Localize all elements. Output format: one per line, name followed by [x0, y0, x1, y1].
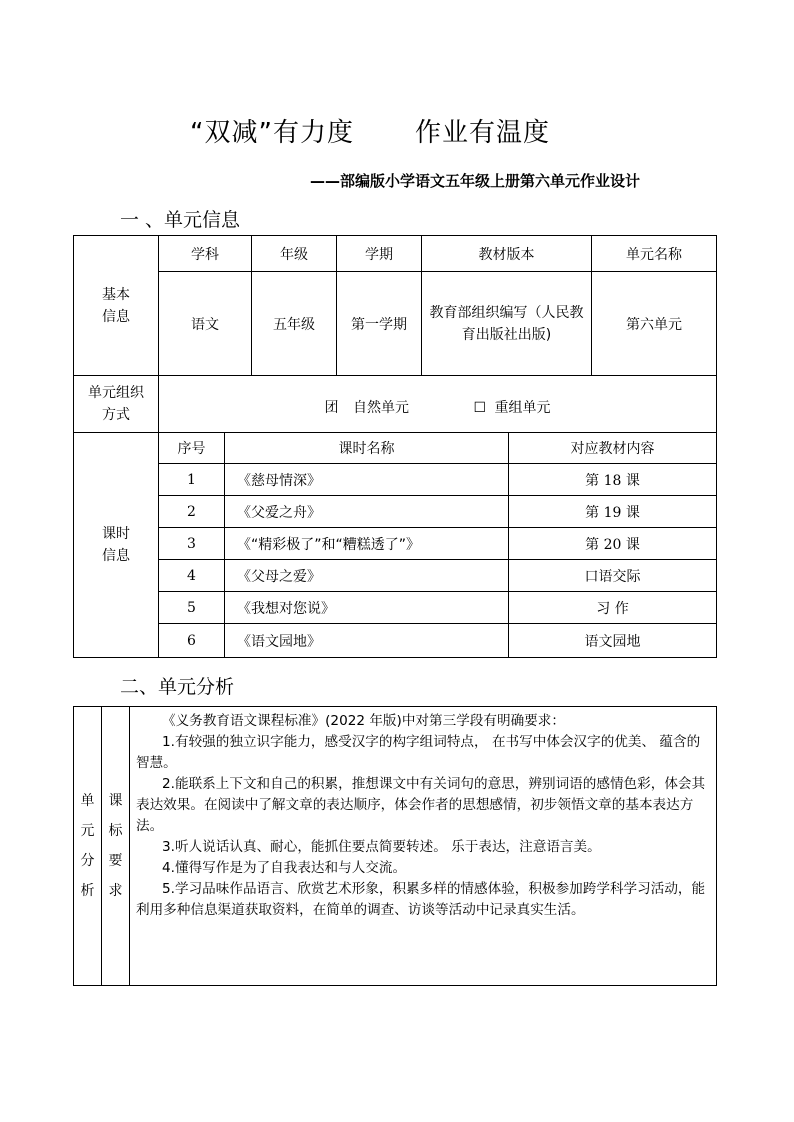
lesson-no: 5 [159, 592, 225, 624]
table-row [74, 464, 717, 496]
lesson-name: 《慈母情深》 [225, 464, 509, 496]
table-row [74, 592, 717, 624]
table-row [74, 528, 717, 560]
table-row [74, 560, 717, 592]
title-part-2: 作业有温度 [415, 118, 551, 148]
header-unit-name: 单元名称 [592, 236, 717, 272]
lesson-no: 2 [159, 496, 225, 528]
value-unit-name: 第六单元 [592, 272, 717, 376]
org-options [159, 376, 717, 433]
lesson-name: 《“精彩极了”和“糟糕透了”》 [225, 528, 509, 560]
curriculum-requirement-label: 课 标 要 求 [102, 707, 130, 986]
lesson-header-no: 序号 [159, 433, 225, 464]
requirement-item: 5.学习品味作品语言、欣赏艺术形象，积累多样的情感体验，积极参加跨学科学习活动，能利用多种信息渠道获取资料，在简单的调查、访谈等活动中记录真实生活。 [136, 881, 706, 918]
header-subject: 学科 [159, 236, 252, 272]
lesson-no: 1 [159, 464, 225, 496]
section1-heading: 一 、单元信息 [120, 209, 241, 231]
requirements-intro: 《义务教育语文课程标准》(2022 年版)中对第三学段有明确要求： [162, 713, 565, 729]
lesson-name: 《语文园地》 [225, 624, 509, 658]
lesson-header-name: 课时名称 [225, 433, 509, 464]
unit-info-table [73, 235, 717, 433]
curriculum-requirements [130, 707, 717, 986]
unit-analysis-table [73, 706, 717, 986]
value-term: 第一学期 [337, 272, 422, 376]
value-edition: 教育部组织编写（人民教育出版社出版) [422, 272, 592, 376]
lesson-info-label: 课时 信息 [74, 433, 159, 658]
requirement-item: 3.听人说话认真、耐心，能抓住要点简要转述。 乐于表达，注意语言美。 [162, 839, 601, 855]
requirement-item: 1.有较强的独立识字能力，感受汉字的构字组词特点， 在书写中体会汉字的优美、 蕴含的智慧。 [136, 734, 701, 771]
lesson-no: 4 [159, 560, 225, 592]
lesson-name: 《父爱之舟》 [225, 496, 509, 528]
lesson-name: 《父母之爱》 [225, 560, 509, 592]
unit-analysis-label: 单 元 分 析 [74, 707, 102, 986]
lesson-content: 语文园地 [509, 624, 717, 658]
lesson-content: 第 20 课 [509, 528, 717, 560]
value-grade: 五年级 [252, 272, 337, 376]
table-row [74, 496, 717, 528]
lesson-content: 习 作 [509, 592, 717, 624]
header-term: 学期 [337, 236, 422, 272]
lesson-content: 第 18 课 [509, 464, 717, 496]
regroup-unit-label: 重组单元 [494, 400, 551, 416]
lesson-content: 口语交际 [509, 560, 717, 592]
regroup-unit-checkbox[interactable]: ☐ [473, 400, 486, 416]
value-subject: 语文 [159, 272, 252, 376]
header-edition: 教材版本 [422, 236, 592, 272]
table-row [74, 624, 717, 658]
org-label: 单元组织 方式 [74, 376, 159, 433]
lesson-no: 3 [159, 528, 225, 560]
requirement-item: 4.懂得写作是为了自我表达和与人交流。 [162, 860, 407, 876]
basic-info-label: 基本 信息 [74, 236, 159, 376]
natural-unit-checkbox[interactable]: 团 [324, 400, 339, 416]
document-subtitle: ——部编版小学语文五年级上册第六单元作业设计 [310, 172, 641, 190]
lesson-header-content: 对应教材内容 [509, 433, 717, 464]
title-part-1: “双减”有力度 [190, 118, 354, 148]
lesson-name: 《我想对您说》 [225, 592, 509, 624]
lesson-content: 第 19 课 [509, 496, 717, 528]
natural-unit-label: 自然单元 [352, 400, 409, 416]
requirement-item: 2.能联系上下文和自己的积累，推想课文中有关词句的意思，辨别词语的感情色彩，体会其表达效果。在阅读中了解文章的表达顺序，体会作者的思想感情，初步领悟文章的基本表达方法。 [136, 776, 706, 834]
lesson-no: 6 [159, 624, 225, 658]
header-grade: 年级 [252, 236, 337, 272]
section2-heading: 二、单元分析 [120, 676, 235, 698]
lesson-table [73, 432, 717, 658]
